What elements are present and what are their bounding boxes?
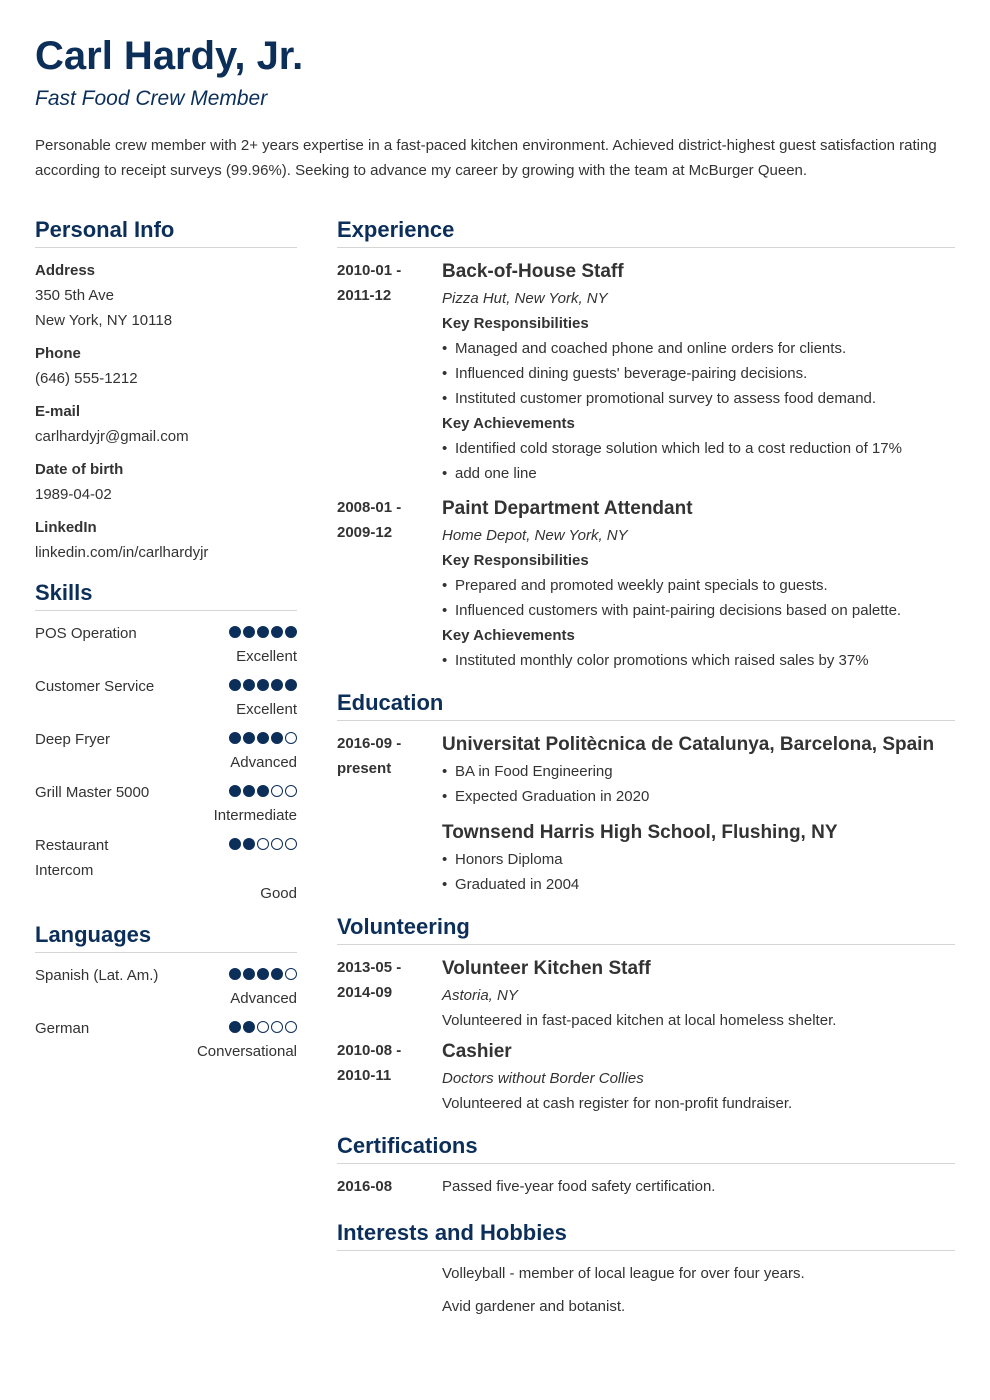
skill-name: Deep Fryer — [35, 731, 111, 748]
language-level: Advanced — [230, 990, 297, 1007]
interest-item: Avid gardener and botanist. — [442, 1298, 626, 1315]
filled-dot-icon — [271, 679, 283, 691]
dob-value: 1989-04-02 — [35, 486, 112, 503]
education-date-start: 2016-09 - — [337, 735, 402, 752]
skill-name: Customer Service — [35, 678, 155, 695]
interests-entry — [337, 1261, 955, 1319]
skill-level: Advanced — [230, 754, 297, 771]
left-column — [35, 214, 297, 1069]
job-date — [337, 495, 442, 673]
certification-text: Passed five-year food safety certification. — [442, 1178, 716, 1195]
school-details — [442, 759, 955, 809]
language-level: Conversational — [196, 1043, 297, 1060]
filled-dot-icon — [285, 679, 297, 691]
skills-heading: Skills — [35, 577, 297, 611]
list-item: • BA in Food Engineering — [442, 759, 955, 784]
filled-dot-icon — [243, 732, 255, 744]
empty-dot-icon — [271, 838, 283, 850]
languages-list — [35, 963, 297, 1063]
candidate-name: Carl Hardy, Jr. — [35, 34, 304, 78]
rating-dots — [229, 833, 297, 850]
rating-dots — [229, 621, 297, 638]
volunteer-org: Doctors without Border Collies — [442, 1070, 644, 1087]
volunteer-role: Cashier — [442, 1041, 512, 1062]
volunteer-desc: Volunteered at cash register for non-profit fundraiser. — [442, 1095, 793, 1112]
empty-dot-icon — [271, 1021, 283, 1033]
filled-dot-icon — [229, 785, 241, 797]
language-row — [35, 963, 297, 1010]
job-entry — [337, 495, 955, 673]
filled-dot-icon — [229, 838, 241, 850]
phone-label: Phone — [35, 345, 81, 362]
rating-dots — [229, 780, 297, 797]
job-date — [337, 258, 442, 486]
skill-row — [35, 674, 297, 721]
filled-dot-icon — [271, 968, 283, 980]
linkedin-label: LinkedIn — [35, 519, 97, 536]
phone-group — [35, 341, 297, 391]
education-date — [337, 731, 442, 897]
filled-dot-icon — [229, 626, 241, 638]
volunteer-date-start: 2010-08 - — [337, 1042, 402, 1059]
filled-dot-icon — [257, 679, 269, 691]
filled-dot-icon — [229, 732, 241, 744]
list-item: • add one line — [442, 461, 955, 486]
volunteer-org: Astoria, NY — [442, 987, 518, 1004]
job-date-start: 2010-01 - — [337, 262, 402, 279]
empty-dot-icon — [285, 1021, 297, 1033]
list-item: • Influenced customers with paint-pairing decisions based on palette. — [442, 598, 955, 623]
skill-level: Excellent — [236, 701, 297, 718]
volunteer-date-start: 2013-05 - — [337, 959, 402, 976]
volunteer-date — [337, 955, 442, 1033]
language-name: German — [35, 1020, 90, 1037]
filled-dot-icon — [229, 968, 241, 980]
achievements-label: Key Achievements — [442, 415, 575, 432]
filled-dot-icon — [257, 732, 269, 744]
filled-dot-icon — [257, 968, 269, 980]
list-item: • Identified cold storage solution which led to a cost reduction of 17% — [442, 436, 955, 461]
responsibilities-list — [442, 573, 955, 623]
rating-dots — [229, 727, 297, 744]
education-entry — [337, 731, 955, 897]
education-date-end: present — [337, 760, 392, 777]
email-value: carlhardyjr@gmail.com — [35, 428, 189, 445]
empty-dot-icon — [271, 785, 283, 797]
filled-dot-icon — [257, 785, 269, 797]
skill-row — [35, 621, 297, 668]
skill-name: POS Operation — [35, 625, 137, 642]
list-item: • Instituted monthly color promotions which raised sales by 37% — [442, 648, 955, 673]
personal-info-heading: Personal Info — [35, 214, 297, 248]
skill-name: Restaurant Intercom — [35, 837, 109, 879]
job-date-end: 2009-12 — [337, 524, 393, 541]
certification-entry — [337, 1174, 955, 1199]
job-entry — [337, 258, 955, 486]
address-line2: New York, NY 10118 — [35, 312, 173, 329]
rating-dots — [229, 1016, 297, 1033]
certification-date: 2016-08 — [337, 1178, 393, 1195]
address-line1: 350 5th Ave — [35, 287, 114, 304]
filled-dot-icon — [271, 732, 283, 744]
address-label: Address — [35, 262, 96, 279]
filled-dot-icon — [243, 838, 255, 850]
filled-dot-icon — [243, 679, 255, 691]
interest-item: Volleyball - member of local league for over four years. — [442, 1265, 805, 1282]
volunteer-date-end: 2014-09 — [337, 984, 393, 1001]
job-date-start: 2008-01 - — [337, 499, 402, 516]
achievements-label: Key Achievements — [442, 627, 575, 644]
responsibilities-label: Key Responsibilities — [442, 315, 589, 332]
list-item: • Prepared and promoted weekly paint specials to guests. — [442, 573, 955, 598]
empty-dot-icon — [285, 785, 297, 797]
responsibilities-list — [442, 336, 955, 411]
skill-name: Grill Master 5000 — [35, 784, 150, 801]
linkedin-value: linkedin.com/in/carlhardyjr — [35, 544, 209, 561]
email-label: E-mail — [35, 403, 81, 420]
experience-heading: Experience — [337, 214, 955, 248]
languages-heading: Languages — [35, 919, 297, 953]
dob-group — [35, 457, 297, 507]
phone-value: (646) 555-1212 — [35, 370, 138, 387]
empty-dot-icon — [257, 838, 269, 850]
empty-dot-icon — [257, 1021, 269, 1033]
interests-heading: Interests and Hobbies — [337, 1217, 955, 1251]
list-item: • Expected Graduation in 2020 — [442, 784, 955, 809]
candidate-title: Fast Food Crew Member — [35, 87, 268, 110]
skills-list — [35, 621, 297, 905]
achievements-list — [442, 648, 955, 673]
filled-dot-icon — [243, 968, 255, 980]
volunteer-entry — [337, 955, 955, 1033]
filled-dot-icon — [257, 626, 269, 638]
email-group — [35, 399, 297, 449]
filled-dot-icon — [243, 785, 255, 797]
list-item: • Influenced dining guests' beverage-pairing decisions. — [442, 361, 955, 386]
list-item: • Graduated in 2004 — [442, 872, 955, 897]
language-name: Spanish (Lat. Am.) — [35, 967, 159, 984]
empty-dot-icon — [285, 968, 297, 980]
filled-dot-icon — [243, 626, 255, 638]
certifications-heading: Certifications — [337, 1130, 955, 1164]
job-title: Back-of-House Staff — [442, 261, 624, 282]
achievements-list — [442, 436, 955, 486]
volunteer-date-end: 2010-11 — [337, 1067, 392, 1084]
empty-dot-icon — [285, 838, 297, 850]
volunteer-entry — [337, 1038, 955, 1116]
school-details — [442, 847, 955, 897]
address-group — [35, 258, 297, 333]
right-column — [337, 214, 955, 1328]
list-item: • Instituted customer promotional survey to assess food demand. — [442, 386, 955, 411]
skill-level: Intermediate — [213, 807, 297, 824]
skill-row — [35, 727, 297, 774]
rating-dots — [229, 674, 297, 691]
dob-label: Date of birth — [35, 461, 124, 478]
empty-dot-icon — [285, 732, 297, 744]
education-heading: Education — [337, 687, 955, 721]
linkedin-group — [35, 515, 297, 565]
filled-dot-icon — [285, 626, 297, 638]
volunteer-date — [337, 1038, 442, 1116]
list-item: • Honors Diploma — [442, 847, 955, 872]
filled-dot-icon — [229, 1021, 241, 1033]
job-employer: Pizza Hut, New York, NY — [442, 290, 608, 307]
volunteer-role: Volunteer Kitchen Staff — [442, 958, 651, 979]
filled-dot-icon — [229, 679, 241, 691]
school-name: Universitat Politècnica de Catalunya, Barcelona, Spain — [442, 734, 935, 755]
skill-row — [35, 780, 297, 827]
job-date-end: 2011-12 — [337, 287, 392, 304]
summary: Personable crew member with 2+ years expertise in a fast-paced kitchen environment. Achieved district-highest guest satisfaction rating according to receipt surveys (99.96%). Seeking to advance my career by growing with the team at McBurger Queen. — [35, 137, 937, 179]
skill-row — [35, 833, 297, 905]
list-item: • Managed and coached phone and online orders for clients. — [442, 336, 955, 361]
responsibilities-label: Key Responsibilities — [442, 552, 589, 569]
skill-level: Good — [260, 885, 297, 902]
job-employer: Home Depot, New York, NY — [442, 527, 628, 544]
filled-dot-icon — [243, 1021, 255, 1033]
volunteer-desc: Volunteered in fast-paced kitchen at local homeless shelter. — [442, 1012, 837, 1029]
volunteering-heading: Volunteering — [337, 911, 955, 945]
job-title: Paint Department Attendant — [442, 498, 693, 519]
filled-dot-icon — [271, 626, 283, 638]
school-name: Townsend Harris High School, Flushing, NY — [442, 822, 838, 843]
skill-level: Excellent — [236, 648, 297, 665]
rating-dots — [229, 963, 297, 980]
language-row — [35, 1016, 297, 1063]
